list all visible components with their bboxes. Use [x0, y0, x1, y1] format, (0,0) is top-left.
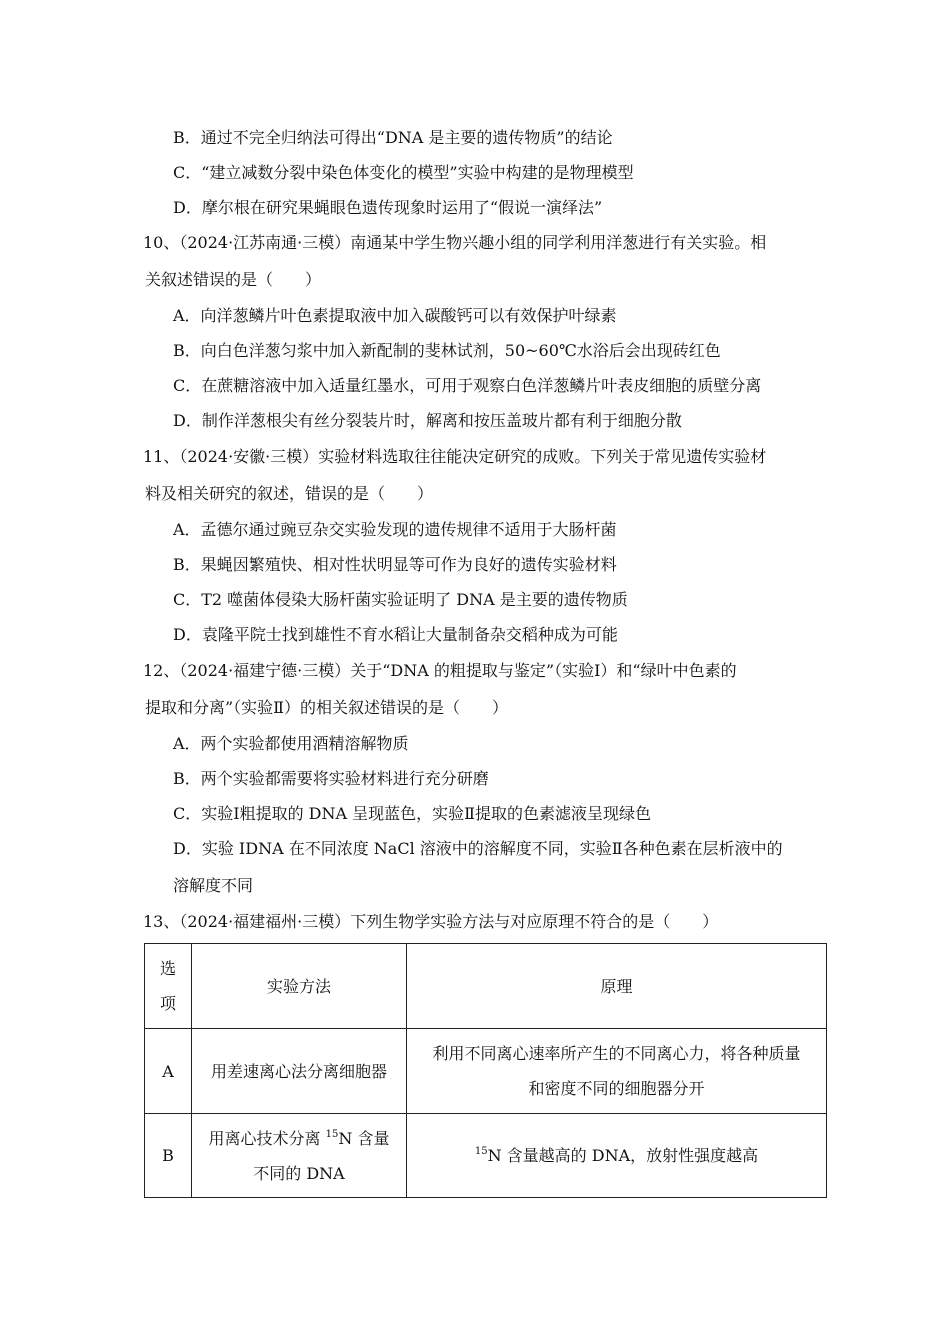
- line-q9-option-b: B．通过不完全归纳法可得出“DNA 是主要的遗传物质”的结论: [173, 128, 613, 147]
- header-principle-cell: 原理: [407, 944, 827, 1029]
- row-b-method-text-pre: 用离心技术分离: [208, 1128, 326, 1148]
- line-q11-option-d: D．袁隆平院士找到雄性不育水稻让大量制备杂交稻种成为可能: [173, 625, 618, 644]
- line-q10-option-c: C．在蔗糖溶液中加入适量红墨水，可用于观察白色洋葱鳞片叶表皮细胞的质壁分离: [173, 376, 762, 395]
- line-q12-option-d-1: D．实验 IDNA 在不同浓度 NaCl 溶液中的溶解度不同，实验Ⅱ各种色素在层析液中的: [173, 839, 783, 858]
- line-q11-option-b: B．果蝇因繁殖快、相对性状明显等可作为良好的遗传实验材料: [173, 555, 617, 574]
- header-option-label-2: 项: [159, 994, 176, 1013]
- line-q9-option-d: D．摩尔根在研究果蝇眼色遗传现象时运用了“假说一演绎法”: [173, 198, 603, 217]
- experiment-table: [144, 943, 827, 1198]
- line-q12-option-a: A．两个实验都使用酒精溶解物质: [173, 734, 409, 753]
- line-q11-option-c: C．T2 噬菌体侵染大肠杆菌实验证明了 DNA 是主要的遗传物质: [173, 590, 628, 609]
- row-a-method: 用差速离心法分离细胞器: [192, 1029, 407, 1114]
- line-q12-option-d-2: 溶解度不同: [173, 876, 254, 895]
- line-q12-stem-2: 提取和分离”（实验Ⅱ）的相关叙述错误的是（ ）: [145, 698, 509, 717]
- row-b-method-superscript: 15: [325, 1128, 339, 1140]
- line-q12-option-c: C．实验Ⅰ粗提取的 DNA 呈现蓝色，实验Ⅱ提取的色素滤液呈现绿色: [173, 804, 651, 823]
- table-row: [145, 1029, 827, 1114]
- header-option-cell: [145, 944, 192, 1029]
- line-q10-option-a: A．向洋葱鳞片叶色素提取液中加入碳酸钙可以有效保护叶绿素: [173, 306, 617, 325]
- row-b-principle-superscript: 15: [474, 1146, 488, 1157]
- table-row: [145, 1114, 827, 1198]
- line-q11-option-a: A．孟德尔通过豌豆杂交实验发现的遗传规律不适用于大肠杆菌: [173, 520, 617, 539]
- row-a-principle-line-1: 利用不同离心速率所产生的不同离心力，将各种质量: [432, 1044, 801, 1063]
- row-b-principle-text: N 含量越高的 DNA，放射性强度越高: [487, 1146, 759, 1165]
- row-a-principle: [407, 1029, 827, 1114]
- line-q12-option-b: B．两个实验都需要将实验材料进行充分研磨: [173, 769, 489, 788]
- line-q11-stem-2: 料及相关研究的叙述，错误的是（ ）: [145, 484, 434, 503]
- line-q10-option-b: B．向白色洋葱匀浆中加入新配制的斐林试剂，50~60℃水浴后会出现砖红色: [173, 341, 721, 360]
- row-b-principle: [407, 1114, 827, 1198]
- row-b-method-text-post: N 含量: [338, 1128, 390, 1148]
- line-q10-stem-2: 关叙述错误的是（ ）: [145, 270, 322, 289]
- line-q12-stem-1: 12、（2024·福建宁德·三模）关于“DNA 的粗提取与鉴定”（实验Ⅰ）和“绿叶中色素的: [143, 661, 737, 680]
- row-a-principle-line-2: 和密度不同的细胞器分开: [528, 1079, 705, 1098]
- header-method-cell: 实验方法: [192, 944, 407, 1029]
- row-b-method-line-2: 不同的 DNA: [253, 1163, 345, 1183]
- line-q10-stem-1: 10、（2024·江苏南通·三模）南通某中学生物兴趣小组的同学利用洋葱进行有关实验。相: [143, 233, 767, 252]
- header-option-label-1: 选: [159, 959, 176, 978]
- row-b-option: B: [145, 1114, 192, 1198]
- table-header-row: [145, 944, 827, 1029]
- row-b-method: [192, 1114, 407, 1198]
- line-q10-option-d: D．制作洋葱根尖有丝分裂装片时，解离和按压盖玻片都有利于细胞分散: [173, 411, 682, 430]
- line-q13-stem: 13、（2024·福建福州·三模）下列生物学实验方法与对应原理不符合的是（ ）: [143, 912, 719, 931]
- row-a-option: A: [145, 1029, 192, 1114]
- line-q9-option-c: C．“建立减数分裂中染色体变化的模型”实验中构建的是物理模型: [173, 163, 634, 182]
- line-q11-stem-1: 11、（2024·安徽·三模）实验材料选取往往能决定研究的成败。下列关于常见遗传实验材: [143, 447, 767, 466]
